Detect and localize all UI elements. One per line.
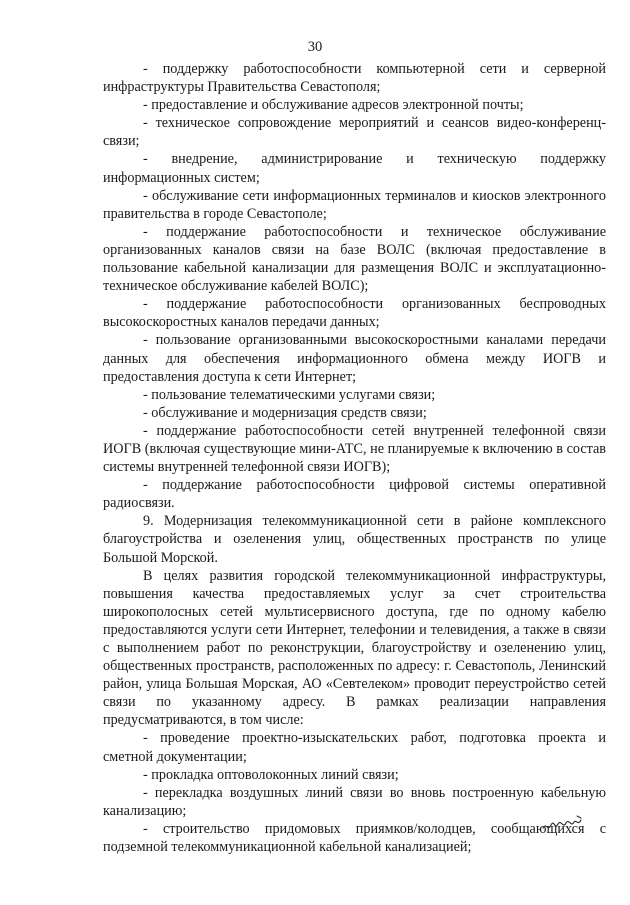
list-item-telematic-services: - пользование телематическими услугами связи; <box>143 386 436 403</box>
list-item-fiber-channels: - поддержание работоспособности и техническое обслуживание организованных каналов связи на базе ВОЛС (включая предоставление в пользование кабельной канализации для размещения ВОЛС и эксплуатационно-техническое обслуживание кабелей ВОЛС); <box>103 223 606 295</box>
list-item-wireless-channels: - поддержание работоспособности организованных беспроводных высокоскоростных каналов передачи данных; <box>103 296 606 331</box>
list-item-video-conference: - техническое сопровождение мероприятий и сеансов видео-конференц-связи; <box>103 115 606 150</box>
document-body <box>103 60 606 856</box>
list-item-fiber-laying: - прокладка оптоволоконных линий связи; <box>143 766 399 783</box>
list-item-overhead-relaying: - перекладка воздушных линий связи во вновь построенную кабельную канализацию; <box>103 784 606 819</box>
list-item-communication-means: - обслуживание и модернизация средств связи; <box>143 404 427 421</box>
list-item-computer-network: - поддержку работоспособности компьютерной сети и серверной инфраструктуры Правительства Севастополя; <box>103 61 606 96</box>
body-paragraph: В целях развития городской телекоммуникационной инфраструктуры, повышения качества предоставляемых услуг за счет строительства широкополосных сетей мультисервисного доступа, где по одному кабелю предоставляются услуги сети Интернет, телефонии и телевидения, а также в связи с выполнением работ по реконструкции, благоустройству и озеленению улиц, общественных пространств, расположенных по адресу: г. Севастополь, Ленинский район, улица Большая Морская, АО «Севтелеком» проводит переустройство сетей связи по указанному адресу. В рамках реализации направления предусматриваются, в том числе: <box>103 567 606 729</box>
list-item-pits-wells: - строительство придомовых приямков/колодцев, сообщающихся с подземной телекоммуникационной кабельной канализацией; <box>103 820 606 856</box>
list-item-design-works: - проведение проектно-изыскательских работ, подготовка проекта и сметной документации; <box>103 730 606 765</box>
list-item-digital-radio: - поддержание работоспособности цифровой системы оперативной радиосвязи. <box>103 477 606 512</box>
initials-mark <box>541 810 585 834</box>
page-number: 30 <box>307 39 323 55</box>
section-heading: 9. Модернизация телекоммуникационной сети в районе комплексного благоустройства и озеленения улиц, общественных пространств по улице Большой Морской. <box>103 513 606 566</box>
list-item-email: - предоставление и обслуживание адресов электронной почты; <box>143 97 524 114</box>
list-item-data-channels-usage: - пользование организованными высокоскоростными каналами передачи данных для обеспечения информационного обмена между ИОГВ и предоставления доступа к сети Интернет; <box>103 332 606 385</box>
list-item-internal-telephony: - поддержание работоспособности сетей внутренней телефонной связи ИОГВ (включая существующие мини-АТС, не планируемые к включению в состав системы внутренней телефонной связи ИОГВ); <box>103 422 606 476</box>
list-item-terminals-kiosks: - обслуживание сети информационных терминалов и киосков электронного правительства в городе Севастополе; <box>103 187 606 222</box>
list-item-information-systems: - внедрение, администрирование и техническую поддержку информационных систем; <box>103 151 606 186</box>
